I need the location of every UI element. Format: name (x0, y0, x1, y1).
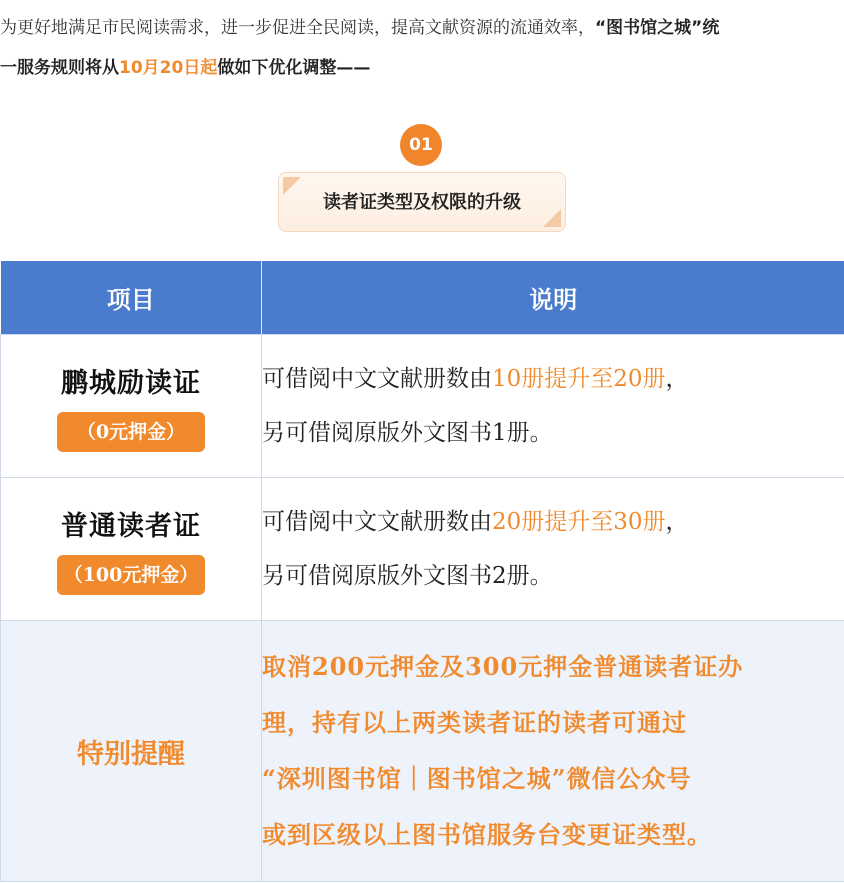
section-number-badge: 01 (400, 124, 442, 166)
description-cell (262, 335, 844, 478)
rules-table (0, 261, 844, 882)
intro-bold-text: “图书馆之城”统 (595, 18, 720, 38)
reminder-line: 或到区级以上图书馆服务台变更证类型。 (262, 820, 712, 849)
deposit-badge: （100元押金） (57, 555, 205, 595)
card-type-cell (1, 478, 262, 621)
table-row (1, 478, 844, 621)
reminder-line: “深圳图书馆｜图书馆之城”微信公众号 (262, 764, 692, 793)
description-text: ， (665, 509, 689, 535)
reminder-line: 理，持有以上两类读者证的读者可通过 (262, 708, 687, 737)
description-line (262, 495, 844, 549)
deposit-badge: （0元押金） (57, 412, 205, 452)
table-row (1, 335, 844, 478)
description-text: 可借阅中文文献册数由 (262, 509, 492, 535)
reminder-row (1, 621, 844, 882)
reminder-text-cell (262, 621, 844, 882)
column-header-description: 说明 (262, 261, 844, 335)
description-highlight: 10册提升至20册 (492, 366, 666, 392)
reminder-label: 特别提醒 (1, 621, 262, 882)
description-line: 另可借阅原版外文图书1册。 (262, 420, 553, 446)
reminder-line: 取消200元押金及300元押金普通读者证办 (262, 652, 744, 681)
description-line (262, 352, 844, 406)
intro-paragraph (0, 8, 844, 88)
card-type-cell (1, 335, 262, 478)
column-header-item: 项目 (1, 261, 262, 335)
description-text: 可借阅中文文献册数由 (262, 366, 492, 392)
intro-bold-text: 做如下优化调整—— (217, 58, 371, 78)
table-header-row (1, 261, 844, 335)
description-text: ， (665, 366, 689, 392)
description-line: 另可借阅原版外文图书2册。 (262, 563, 553, 589)
intro-line-1 (0, 8, 844, 48)
description-highlight: 20册提升至30册 (492, 509, 666, 535)
intro-bold-text: 一服务规则将从 (0, 58, 119, 78)
section-title: 读者证类型及权限的升级 (278, 172, 566, 232)
intro-text: 为更好地满足市民阅读需求，进一步促进全民阅读，提高文献资源的流通效率， (0, 18, 595, 38)
description-cell (262, 478, 844, 621)
card-name: 普通读者证 (61, 510, 201, 542)
intro-line-2 (0, 48, 844, 88)
effective-date: 10月20日起 (119, 58, 218, 78)
card-name: 鹏城励读证 (61, 367, 201, 399)
